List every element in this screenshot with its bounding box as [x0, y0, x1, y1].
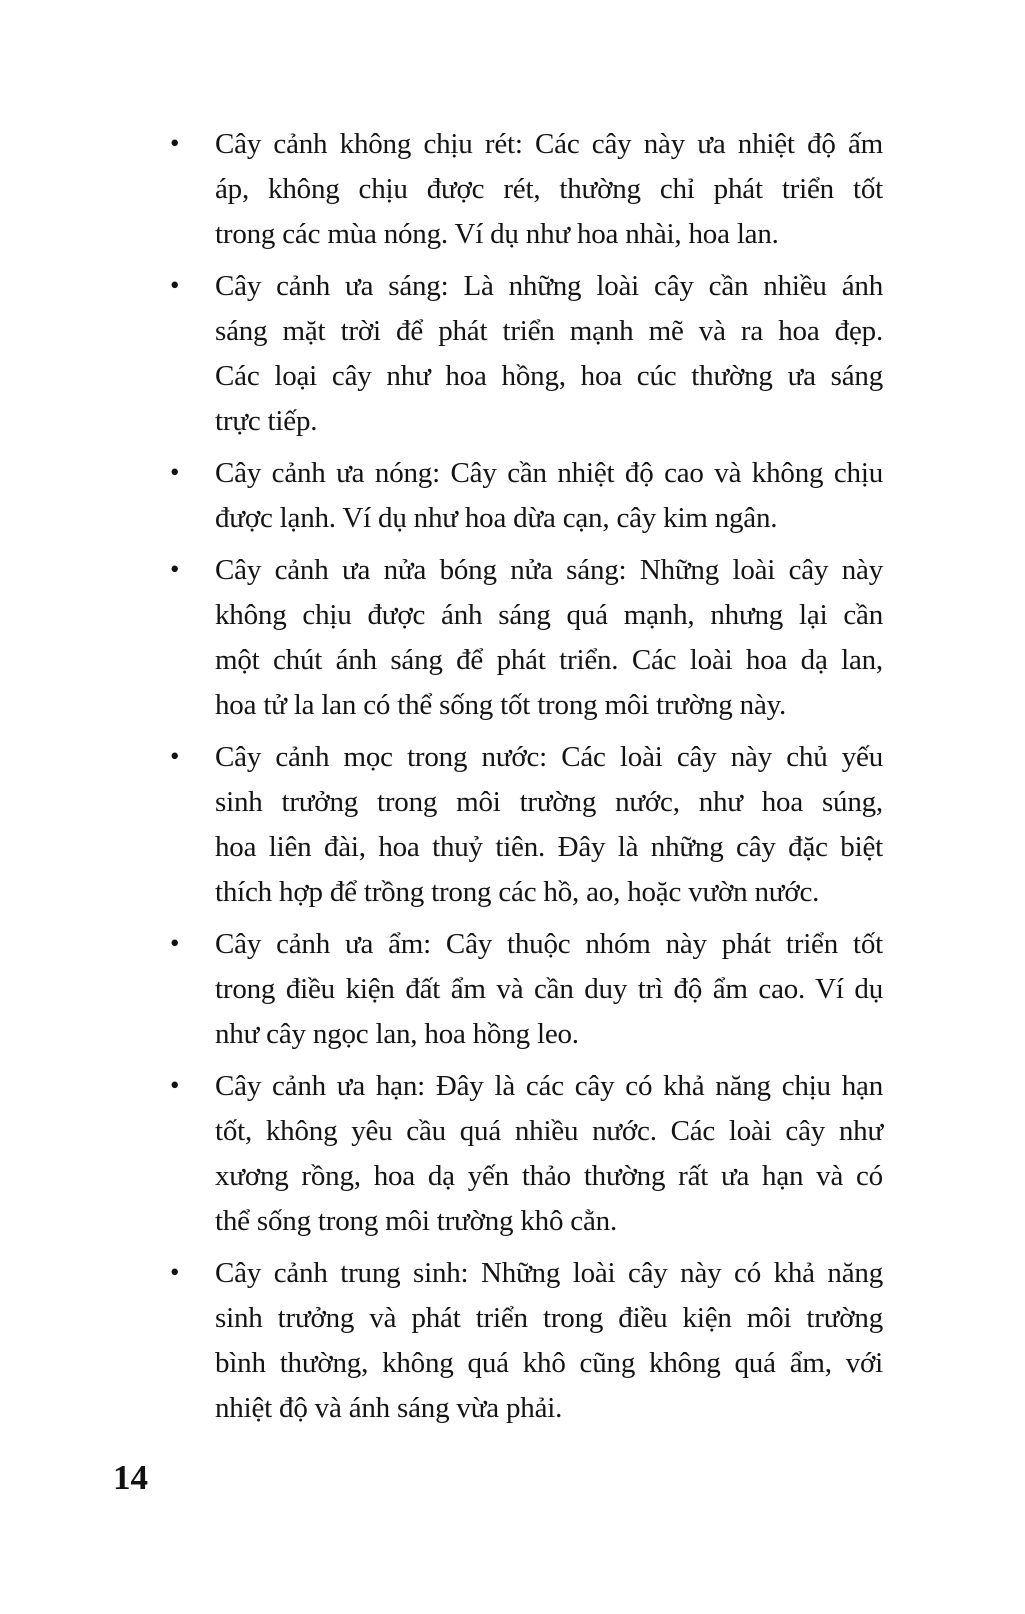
text-line: hoa liên đài, hoa thuỷ tiên. Đây là những cây đặc biệt [215, 831, 883, 863]
text-line: Cây cảnh mọc trong nước: Các loài cây này chủ yếu [215, 741, 883, 773]
text-line: trong các mùa nóng. Ví dụ như hoa nhài, hoa lan. [215, 218, 779, 250]
text-line: thể sống trong môi trường khô cằn. [215, 1205, 618, 1237]
text-line: sáng mặt trời để phát triển mạnh mẽ và ra hoa đẹp. [215, 315, 883, 347]
text-line: áp, không chịu được rét, thường chỉ phát triển tốt [215, 173, 883, 205]
text-line: Cây cảnh ưa sáng: Là những loài cây cần nhiều ánh [215, 270, 883, 302]
text-line: trực tiếp. [215, 405, 318, 437]
bullet-icon: • [170, 457, 180, 487]
list-item [0, 264, 883, 444]
list-item [0, 451, 883, 541]
bullet-icon: • [170, 1257, 180, 1287]
bullet-text [215, 548, 883, 728]
bullet-text [215, 922, 883, 1057]
list-item [0, 1064, 883, 1244]
list-item [0, 922, 883, 1057]
text-line: bình thường, không quá khô cũng không quá ẩm, với [215, 1347, 883, 1379]
bullet-icon: • [170, 741, 180, 771]
text-line: thích hợp để trồng trong các hồ, ao, hoặc vườn nước. [215, 876, 820, 908]
bullet-text [215, 1064, 883, 1244]
list-item [0, 1251, 883, 1431]
text-line: Cây cảnh ưa hạn: Đây là các cây có khả năng chịu hạn [215, 1070, 883, 1102]
bullet-icon: • [170, 928, 180, 958]
text-line: Cây cảnh ưa nóng: Cây cần nhiệt độ cao và không chịu [215, 457, 883, 489]
page-number: 14 [113, 1458, 148, 1497]
text-line: được lạnh. Ví dụ như hoa dừa cạn, cây kim ngân. [215, 502, 778, 534]
bullet-text [215, 122, 883, 257]
text-line: hoa tử la lan có thể sống tốt trong môi trường này. [215, 689, 787, 721]
bullet-text [215, 264, 883, 444]
text-line: trong điều kiện đất ẩm và cần duy trì độ ẩm cao. Ví dụ [215, 973, 883, 1005]
text-line: tốt, không yêu cầu quá nhiều nước. Các loài cây như [215, 1115, 883, 1147]
bullet-text [215, 1251, 883, 1431]
bullet-icon: • [170, 554, 180, 584]
bullet-list [0, 122, 883, 1438]
text-line: như cây ngọc lan, hoa hồng leo. [215, 1018, 579, 1050]
text-line: một chút ánh sáng để phát triển. Các loài hoa dạ lan, [215, 644, 883, 676]
bullet-text [215, 451, 883, 541]
list-item [0, 122, 883, 257]
bullet-icon: • [170, 128, 180, 158]
text-line: xương rồng, hoa dạ yến thảo thường rất ưa hạn và có [215, 1160, 883, 1192]
bullet-icon: • [170, 270, 180, 300]
text-line: nhiệt độ và ánh sáng vừa phải. [215, 1392, 563, 1424]
text-line: không chịu được ánh sáng quá mạnh, nhưng lại cần [215, 599, 883, 631]
text-line: Cây cảnh trung sinh: Những loài cây này có khả năng [215, 1257, 883, 1289]
bullet-text [215, 735, 883, 915]
text-line: sinh trưởng trong môi trường nước, như hoa súng, [215, 786, 883, 818]
list-item [0, 735, 883, 915]
text-line: Cây cảnh không chịu rét: Các cây này ưa nhiệt độ ấm [215, 128, 883, 160]
list-item [0, 548, 883, 728]
text-line: Các loại cây như hoa hồng, hoa cúc thường ưa sáng [215, 360, 883, 392]
bullet-icon: • [170, 1070, 180, 1100]
text-line: Cây cảnh ưa nửa bóng nửa sáng: Những loài cây này [215, 554, 883, 586]
text-line: sinh trưởng và phát triển trong điều kiện môi trường [215, 1302, 883, 1334]
text-line: Cây cảnh ưa ẩm: Cây thuộc nhóm này phát triển tốt [215, 928, 883, 960]
